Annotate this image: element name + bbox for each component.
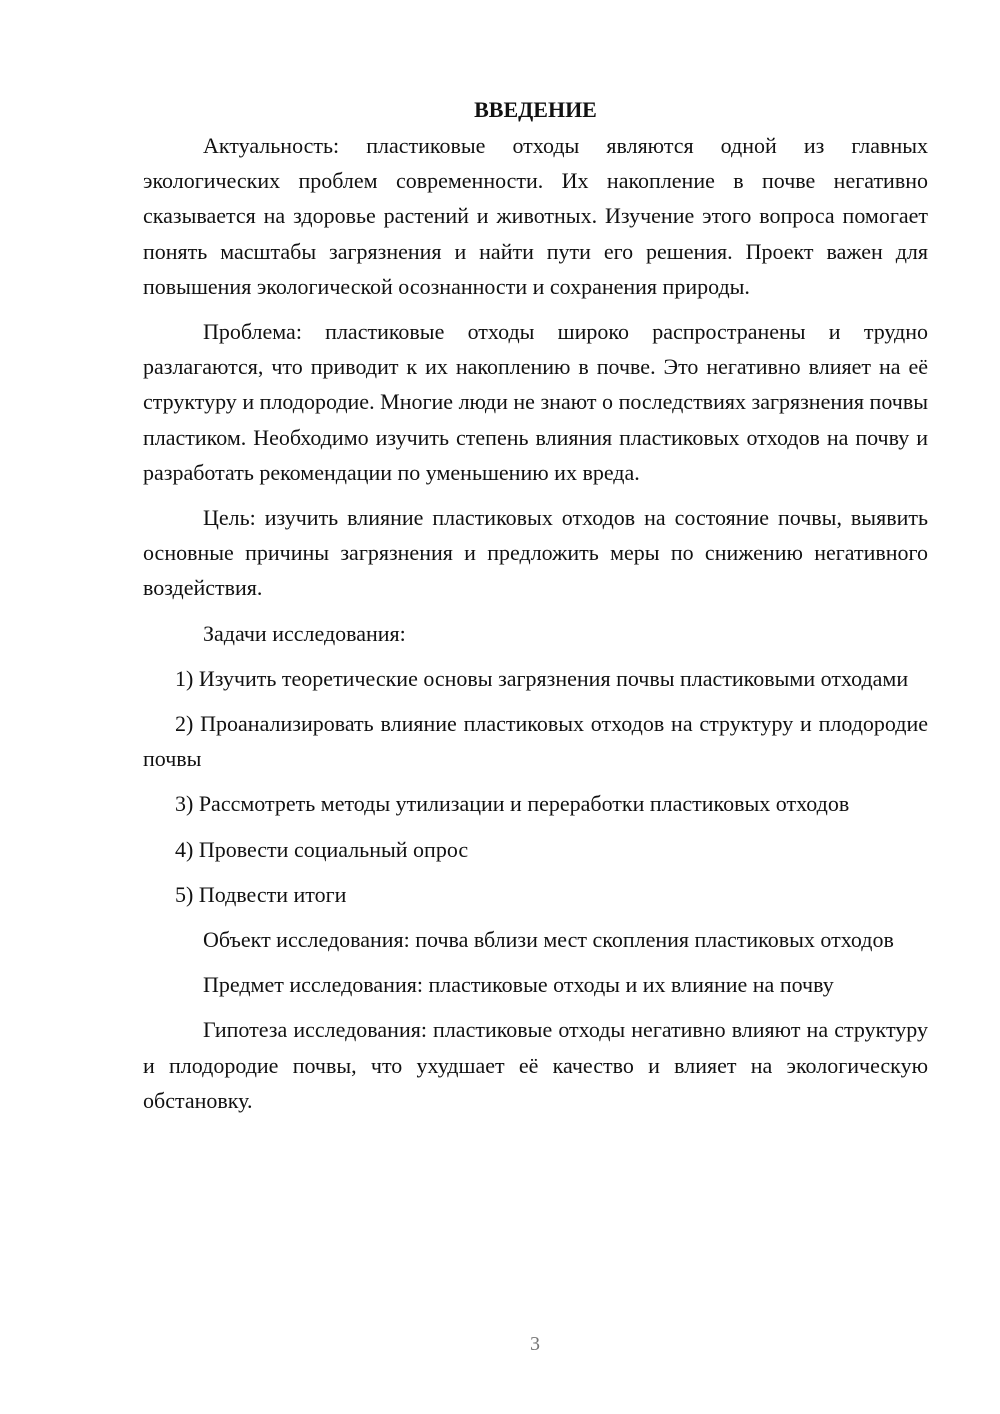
task-item: 2) Проанализировать влияние пластиковых отходов на структуру и плодородие почвы — [143, 711, 928, 772]
document-page — [143, 92, 928, 1128]
paragraph-problem: Проблема: пластиковые отходы широко распространены и трудно разлагаются, что приводит к их накоплению в почве. Это негативно влияет на её структуру и плодородие. Многие люди не знают о последствиях загрязнения почвы пластиком. Необходимо изучить степень влияния пластиковых отходов на почву и разработать рекомендации по уменьшению их вреда. — [143, 319, 928, 485]
paragraph-subject: Предмет исследования: пластиковые отходы и их влияние на почву — [203, 972, 834, 998]
section-heading: ВВЕДЕНИЕ — [474, 97, 597, 122]
paragraph-hypothesis: Гипотеза исследования: пластиковые отходы негативно влияют на структуру и плодородие почвы, что ухудшает её качество и влияет на экологическую обстановку. — [143, 1017, 928, 1113]
task-item: 5) Подвести итоги — [175, 881, 347, 907]
page-number: 3 — [530, 1333, 540, 1355]
task-item: 3) Рассмотреть методы утилизации и переработки пластиковых отходов — [175, 791, 850, 817]
tasks-heading: Задачи исследования: — [203, 620, 406, 646]
paragraph-relevance: Актуальность: пластиковые отходы являются одной из главных экологических проблем современности. Их накопление в почве негативно сказывается на здоровье растений и животных. Изучение этого вопроса помогает понять масштабы загрязнения и найти пути его решения. Проект важен для повышения экологической осознанности и сохранения природы. — [143, 133, 928, 299]
paragraph-goal: Цель: изучить влияние пластиковых отходов на состояние почвы, выявить основные причины загрязнения и предложить меры по снижению негативного воздействия. — [143, 505, 928, 601]
paragraph-object: Объект исследования: почва вблизи мест скопления пластиковых отходов — [203, 927, 894, 953]
tasks-list — [143, 661, 928, 912]
task-item: 1) Изучить теоретические основы загрязнения почвы пластиковыми отходами — [175, 665, 909, 691]
task-item: 4) Провести социальный опрос — [175, 836, 469, 862]
